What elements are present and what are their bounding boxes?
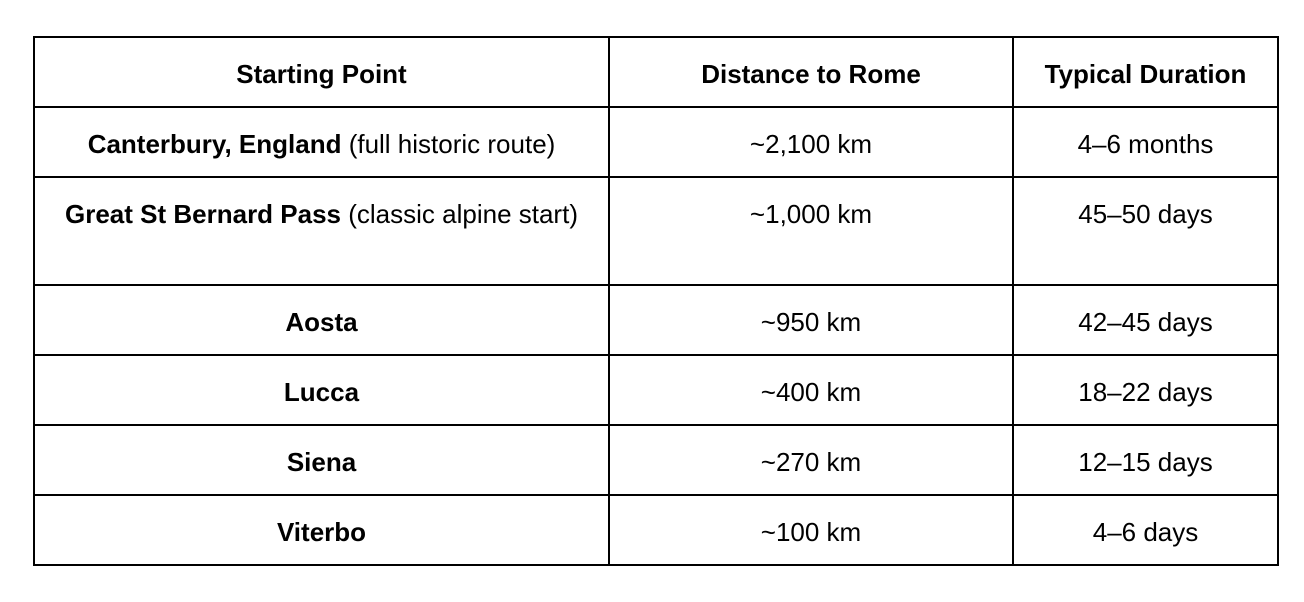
duration-cell: 42–45 days xyxy=(1013,285,1278,355)
header-duration: Typical Duration xyxy=(1013,37,1278,107)
place-name: Siena xyxy=(286,447,357,477)
duration-cell: 12–15 days xyxy=(1013,425,1278,495)
place-name: Lucca xyxy=(283,377,360,407)
starting-point-cell xyxy=(34,425,609,495)
header-starting-point: Starting Point xyxy=(34,37,609,107)
distance-cell: ~950 km xyxy=(609,285,1013,355)
table-row xyxy=(34,355,1278,425)
place-note: (classic alpine start) xyxy=(341,199,578,229)
route-table xyxy=(33,36,1279,566)
duration-cell: 18–22 days xyxy=(1013,355,1278,425)
duration-cell: 4–6 days xyxy=(1013,495,1278,565)
place-name: Viterbo xyxy=(276,517,367,547)
distance-cell: ~400 km xyxy=(609,355,1013,425)
starting-point-cell xyxy=(34,107,609,177)
distance-cell: ~2,100 km xyxy=(609,107,1013,177)
starting-point-cell xyxy=(34,355,609,425)
table-row xyxy=(34,495,1278,565)
starting-point-cell xyxy=(34,285,609,355)
table-row xyxy=(34,425,1278,495)
table-header-row xyxy=(34,37,1278,107)
place-name: Aosta xyxy=(285,307,358,337)
distance-cell: ~270 km xyxy=(609,425,1013,495)
duration-cell: 45–50 days xyxy=(1013,177,1278,285)
starting-point-cell xyxy=(34,177,609,285)
starting-point-cell xyxy=(34,495,609,565)
duration-cell: 4–6 months xyxy=(1013,107,1278,177)
header-distance: Distance to Rome xyxy=(609,37,1013,107)
distance-cell: ~100 km xyxy=(609,495,1013,565)
place-name: Great St Bernard Pass xyxy=(65,199,342,229)
place-note: (full historic route) xyxy=(341,129,556,159)
distance-cell: ~1,000 km xyxy=(609,177,1013,285)
table-row xyxy=(34,285,1278,355)
place-name: Canterbury, England xyxy=(87,129,342,159)
table-row xyxy=(34,107,1278,177)
table-row xyxy=(34,177,1278,285)
